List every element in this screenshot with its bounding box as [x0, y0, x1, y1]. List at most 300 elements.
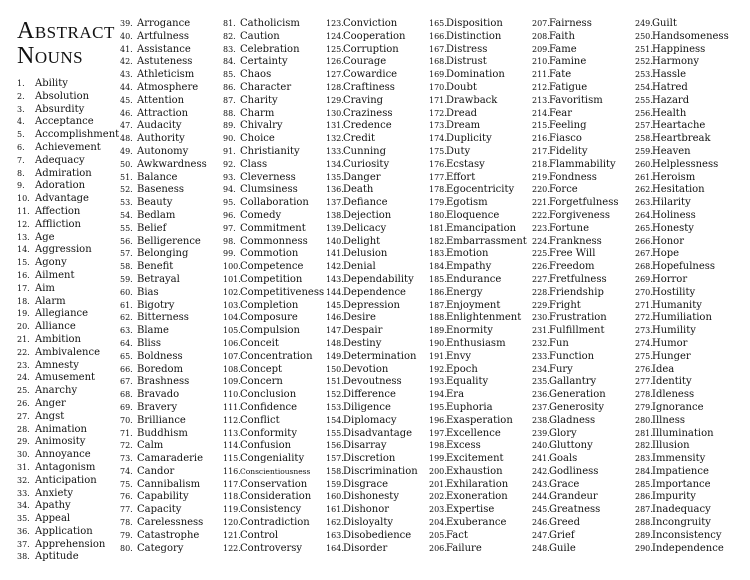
noun-list-item: [223, 159, 324, 172]
noun-list-item: [635, 197, 729, 210]
item-number: 45.: [120, 95, 133, 105]
noun-word: Bravery: [137, 401, 178, 413]
item-number: 108.: [223, 364, 241, 374]
item-number: 269.: [635, 274, 653, 284]
noun-list-item: [429, 261, 527, 274]
noun-list-item: [120, 287, 207, 300]
noun-list-item: [17, 385, 119, 398]
noun-list-item: [17, 436, 119, 449]
noun-list-item: [635, 312, 729, 325]
noun-list-item: [326, 159, 418, 172]
item-number: 84.: [223, 57, 236, 67]
item-number: 39.: [120, 19, 133, 28]
noun-word: Conscientiousness: [240, 466, 311, 476]
item-number: 109.: [223, 377, 241, 387]
noun-word: Conformity: [240, 427, 297, 439]
noun-list-item: [17, 488, 119, 501]
item-number: 271.: [635, 300, 653, 310]
item-number: 140.: [326, 236, 344, 246]
noun-list-item: [326, 287, 418, 300]
item-number: 217.: [532, 146, 550, 156]
item-number: 7.: [17, 155, 25, 165]
item-number: 104.: [223, 313, 241, 323]
noun-word: Dependability: [343, 273, 414, 285]
item-number: 14.: [17, 245, 30, 255]
noun-word: Helplessness: [652, 158, 719, 170]
noun-word: Fiasco: [549, 133, 582, 145]
noun-word: Confidence: [240, 401, 298, 413]
noun-list-item: [17, 334, 119, 347]
item-number: 235.: [532, 377, 550, 387]
item-number: 192.: [429, 364, 447, 374]
noun-list-item: [17, 475, 119, 488]
noun-word: Capability: [137, 491, 189, 503]
noun-list-item: [532, 248, 619, 261]
noun-list-item: [635, 133, 729, 146]
item-number: 36.: [17, 526, 30, 536]
noun-word: Ecstasy: [446, 158, 485, 170]
item-number: 127.: [326, 70, 344, 80]
noun-list-item: [326, 197, 418, 210]
noun-list-item: [326, 146, 418, 159]
item-number: 26.: [17, 398, 30, 408]
noun-list-item: [635, 364, 729, 377]
noun-list-item: [429, 440, 527, 453]
noun-word: Cowardice: [343, 69, 398, 81]
noun-list-item: [120, 184, 207, 197]
noun-word: Bliss: [137, 337, 162, 349]
noun-list-item: [223, 31, 324, 44]
noun-word: Dejection: [343, 209, 392, 221]
noun-list-item: [429, 402, 527, 415]
item-number: 261.: [635, 172, 653, 182]
noun-list-item: [120, 415, 207, 428]
noun-list-item: [326, 82, 418, 95]
item-number: 38.: [17, 552, 30, 562]
noun-word: Calm: [137, 440, 164, 452]
noun-word: Cunning: [343, 145, 387, 157]
noun-word: Hassle: [652, 69, 687, 81]
noun-list-item: [120, 479, 207, 492]
item-number: 94.: [223, 185, 236, 195]
item-number: 11.: [17, 206, 30, 216]
item-number: 101.: [223, 274, 241, 284]
noun-word: Charm: [240, 107, 275, 119]
item-number: 49.: [120, 146, 133, 156]
noun-word: Fortune: [549, 222, 590, 234]
item-number: 69.: [120, 402, 133, 412]
noun-list-item: [429, 530, 527, 543]
item-number: 184.: [429, 262, 447, 272]
noun-list-item: [635, 530, 729, 543]
item-number: 171.: [429, 95, 447, 105]
noun-list-item: [120, 146, 207, 159]
noun-list-item: [17, 424, 119, 437]
noun-list-item: [532, 261, 619, 274]
item-number: 275.: [635, 351, 653, 361]
noun-word: Candor: [137, 465, 175, 477]
noun-list-item: [17, 526, 119, 539]
noun-list-item: [223, 210, 324, 223]
item-number: 208.: [532, 31, 550, 41]
item-number: 211.: [532, 70, 550, 80]
noun-list-item: [532, 300, 619, 313]
noun-word: Disadvantage: [343, 427, 413, 439]
item-number: 218.: [532, 159, 550, 169]
noun-word: Achievement: [35, 141, 101, 153]
noun-word: Excellence: [446, 427, 501, 439]
item-number: 30.: [17, 450, 30, 460]
item-number: 65.: [120, 351, 133, 361]
item-number: 170.: [429, 82, 447, 92]
item-number: 92.: [223, 159, 236, 169]
noun-word: Disobedience: [343, 529, 412, 541]
item-number: 220.: [532, 185, 550, 195]
noun-list-item: [532, 543, 619, 556]
noun-list-item: [532, 184, 619, 197]
noun-word: Bitterness: [137, 312, 189, 324]
item-number: 267.: [635, 249, 653, 259]
noun-word: Fear: [549, 107, 573, 119]
item-number: 162.: [326, 518, 344, 528]
noun-column-2: [120, 18, 207, 555]
noun-list-item: [532, 146, 619, 159]
noun-list-item: [429, 479, 527, 492]
noun-word: Age: [35, 231, 55, 243]
item-number: 165.: [429, 19, 447, 28]
noun-list-item: [532, 389, 619, 402]
noun-list-item: [120, 95, 207, 108]
item-number: 164.: [326, 543, 344, 553]
noun-list-item: [429, 69, 527, 82]
item-number: 1.: [17, 79, 25, 88]
noun-list-item: [326, 376, 418, 389]
noun-list-item: [532, 159, 619, 172]
noun-list-item: [429, 287, 527, 300]
noun-word: Aim: [35, 282, 55, 294]
item-number: 105.: [223, 326, 241, 336]
item-number: 19.: [17, 309, 30, 319]
item-number: 174.: [429, 134, 447, 144]
noun-list-item: [17, 513, 119, 526]
item-number: 179.: [429, 198, 447, 208]
noun-word: Affection: [35, 205, 81, 217]
noun-word: Delicacy: [343, 222, 387, 234]
item-number: 152.: [326, 390, 344, 400]
noun-word: Dishonor: [343, 504, 390, 516]
noun-word: Enthusiasm: [446, 337, 506, 349]
item-number: 277.: [635, 377, 653, 387]
item-number: 259.: [635, 146, 653, 156]
noun-list-item: [17, 372, 119, 385]
noun-list-item: [326, 351, 418, 364]
noun-word: Hilarity: [652, 197, 691, 209]
noun-list-item: [635, 287, 729, 300]
noun-word: Drawback: [446, 94, 498, 106]
item-number: 74.: [120, 466, 133, 476]
noun-list-item: [635, 95, 729, 108]
item-number: 191.: [429, 351, 447, 361]
item-number: 59.: [120, 274, 133, 284]
item-number: 253.: [635, 70, 653, 80]
noun-word: Famine: [549, 56, 587, 68]
noun-list-item: [120, 312, 207, 325]
noun-word: Independence: [652, 542, 724, 554]
noun-list-item: [532, 364, 619, 377]
noun-word: Emancipation: [446, 222, 517, 234]
item-number: 78.: [120, 518, 133, 528]
item-number: 31.: [17, 462, 30, 472]
noun-list-item: [532, 197, 619, 210]
noun-list-item: [429, 543, 527, 556]
noun-word: Ailment: [35, 269, 75, 281]
noun-list-item: [326, 274, 418, 287]
noun-word: Concentration: [240, 350, 313, 362]
noun-list-item: [120, 325, 207, 338]
noun-word: Fidelity: [549, 145, 588, 157]
item-number: 66.: [120, 364, 133, 374]
noun-word: Conviction: [343, 18, 398, 29]
item-number: 187.: [429, 300, 447, 310]
noun-list-item: [532, 351, 619, 364]
item-number: 112.: [223, 415, 241, 425]
item-number: 198.: [429, 441, 447, 451]
noun-list-item: [326, 389, 418, 402]
noun-word: Hatred: [652, 81, 688, 93]
noun-word: Craftiness: [343, 81, 395, 93]
noun-word: Excitement: [446, 453, 504, 465]
noun-list-item: [635, 184, 729, 197]
item-number: 156.: [326, 441, 344, 451]
noun-list-item: [223, 248, 324, 261]
noun-list-item: [17, 155, 119, 168]
noun-word: Animosity: [35, 436, 86, 448]
noun-word: Gallantry: [549, 376, 597, 388]
noun-list-item: [429, 197, 527, 210]
item-number: 160.: [326, 492, 344, 502]
noun-word: Desire: [343, 312, 376, 324]
item-number: 22.: [17, 347, 30, 357]
noun-word: Empathy: [446, 261, 492, 273]
noun-word: Fate: [549, 69, 572, 81]
noun-word: Equality: [446, 376, 489, 388]
item-number: 238.: [532, 415, 550, 425]
item-number: 35.: [17, 514, 30, 524]
noun-list-item: [223, 338, 324, 351]
item-number: 167.: [429, 44, 447, 54]
noun-list-item: [532, 325, 619, 338]
item-number: 176.: [429, 159, 447, 169]
noun-list-item: [223, 389, 324, 402]
item-number: 205.: [429, 530, 447, 540]
noun-word: Euphoria: [446, 401, 493, 413]
item-number: 194.: [429, 390, 447, 400]
noun-word: Hazard: [652, 94, 690, 106]
noun-list-item: [120, 44, 207, 57]
noun-list-item: [120, 133, 207, 146]
noun-list-item: [635, 236, 729, 249]
noun-word: Godliness: [549, 465, 599, 477]
item-number: 142.: [326, 262, 344, 272]
noun-list-item: [120, 364, 207, 377]
noun-word: Caution: [240, 30, 280, 42]
noun-list-item: [635, 428, 729, 441]
noun-word: Disposition: [446, 18, 503, 29]
noun-list-item: [635, 261, 729, 274]
noun-list-item: [120, 69, 207, 82]
noun-word: Disgrace: [343, 478, 389, 490]
noun-list-item: [120, 351, 207, 364]
noun-word: Duty: [446, 145, 471, 157]
noun-word: Grief: [549, 529, 575, 541]
noun-list-item: [17, 360, 119, 373]
noun-word: Glory: [549, 427, 577, 439]
item-number: 168.: [429, 57, 447, 67]
noun-word: Attraction: [137, 107, 189, 119]
noun-list-item: [635, 376, 729, 389]
noun-word: Holiness: [652, 209, 696, 221]
noun-list-item: [120, 120, 207, 133]
item-number: 232.: [532, 338, 550, 348]
noun-list-item: [120, 56, 207, 69]
noun-list-item: [532, 504, 619, 517]
item-number: 151.: [326, 377, 344, 387]
noun-word: Appeal: [35, 513, 71, 525]
item-number: 5.: [17, 130, 25, 140]
noun-word: Endurance: [446, 273, 502, 285]
noun-list-item: [326, 491, 418, 504]
noun-list-item: [326, 108, 418, 121]
noun-list-item: [532, 133, 619, 146]
noun-list-item: [326, 172, 418, 185]
noun-column-7: [635, 18, 729, 555]
noun-list-item: [429, 108, 527, 121]
noun-word: Fondness: [549, 171, 597, 183]
item-number: 99.: [223, 249, 236, 259]
noun-word: Guilt: [652, 18, 677, 29]
noun-word: Heartbreak: [652, 133, 711, 145]
noun-list-item: [223, 197, 324, 210]
item-number: 241.: [532, 454, 550, 464]
noun-word: Impurity: [652, 491, 696, 503]
noun-list-item: [326, 530, 418, 543]
item-number: 102.: [223, 287, 241, 297]
noun-word: Anticipation: [35, 474, 97, 486]
item-number: 282.: [635, 441, 653, 451]
noun-word: Admiration: [35, 167, 92, 179]
item-number: 76.: [120, 492, 133, 502]
noun-list-item: [635, 69, 729, 82]
noun-word: Conservation: [240, 478, 308, 490]
noun-list-item: [532, 479, 619, 492]
item-number: 119.: [223, 505, 241, 515]
item-number: 116.: [223, 466, 241, 476]
item-number: 172.: [429, 108, 447, 118]
item-number: 15.: [17, 258, 30, 268]
noun-list-item: [326, 428, 418, 441]
noun-word: Craving: [343, 94, 384, 106]
item-number: 260.: [635, 159, 653, 169]
noun-list-item: [635, 146, 729, 159]
item-number: 3.: [17, 104, 25, 114]
noun-list-item: [223, 530, 324, 543]
noun-word: Danger: [343, 171, 381, 183]
noun-list-item: [223, 56, 324, 69]
noun-list-item: [120, 274, 207, 287]
noun-word: Adequacy: [35, 154, 85, 166]
noun-list-item: [635, 300, 729, 313]
noun-list-item: [532, 56, 619, 69]
noun-list-item: [532, 108, 619, 121]
noun-word: Balance: [137, 171, 178, 183]
item-number: 28.: [17, 424, 30, 434]
noun-word: Greed: [549, 517, 581, 529]
noun-list-item: [429, 274, 527, 287]
item-number: 255.: [635, 95, 653, 105]
noun-word: Camaraderie: [137, 453, 204, 465]
noun-list-item: [223, 172, 324, 185]
noun-word: Faith: [549, 30, 575, 42]
item-number: 290.: [635, 543, 653, 553]
noun-word: Allegiance: [35, 308, 89, 320]
noun-list-item: [17, 78, 119, 91]
noun-list-item: [17, 129, 119, 142]
noun-word: Frankness: [549, 235, 602, 247]
item-number: 93.: [223, 172, 236, 182]
item-number: 244.: [532, 492, 550, 502]
noun-list-item: [635, 338, 729, 351]
noun-word: Incongruity: [652, 517, 711, 529]
noun-list-item: [120, 108, 207, 121]
item-number: 42.: [120, 57, 133, 67]
noun-list-item: [429, 504, 527, 517]
noun-list-item: [120, 453, 207, 466]
noun-word: Cooperation: [343, 30, 406, 42]
item-number: 61.: [120, 300, 133, 310]
item-number: 263.: [635, 198, 653, 208]
noun-list-item: [635, 466, 729, 479]
item-number: 134.: [326, 159, 344, 169]
noun-word: Conceit: [240, 337, 279, 349]
item-number: 149.: [326, 351, 344, 361]
item-number: 29.: [17, 437, 30, 447]
item-number: 131.: [326, 121, 344, 131]
noun-list-item: [532, 95, 619, 108]
noun-word: Atmosphere: [137, 81, 199, 93]
item-number: 248.: [532, 543, 550, 553]
noun-word: Humanity: [652, 299, 702, 311]
item-number: 223.: [532, 223, 550, 233]
item-number: 32.: [17, 475, 30, 485]
item-number: 166.: [429, 31, 447, 41]
item-number: 276.: [635, 364, 653, 374]
noun-word: Character: [240, 81, 292, 93]
noun-list-item: [120, 530, 207, 543]
item-number: 120.: [223, 518, 241, 528]
item-number: 279.: [635, 402, 653, 412]
noun-list-item: [223, 402, 324, 415]
item-number: 137.: [326, 198, 344, 208]
item-number: 17.: [17, 283, 30, 293]
item-number: 182.: [429, 236, 447, 246]
noun-word: Hope: [652, 248, 680, 260]
noun-list-item: [223, 440, 324, 453]
noun-word: Identity: [652, 376, 692, 388]
noun-list-item: [429, 517, 527, 530]
noun-word: Anger: [35, 397, 66, 409]
noun-word: Depression: [343, 299, 400, 311]
item-number: 158.: [326, 466, 344, 476]
